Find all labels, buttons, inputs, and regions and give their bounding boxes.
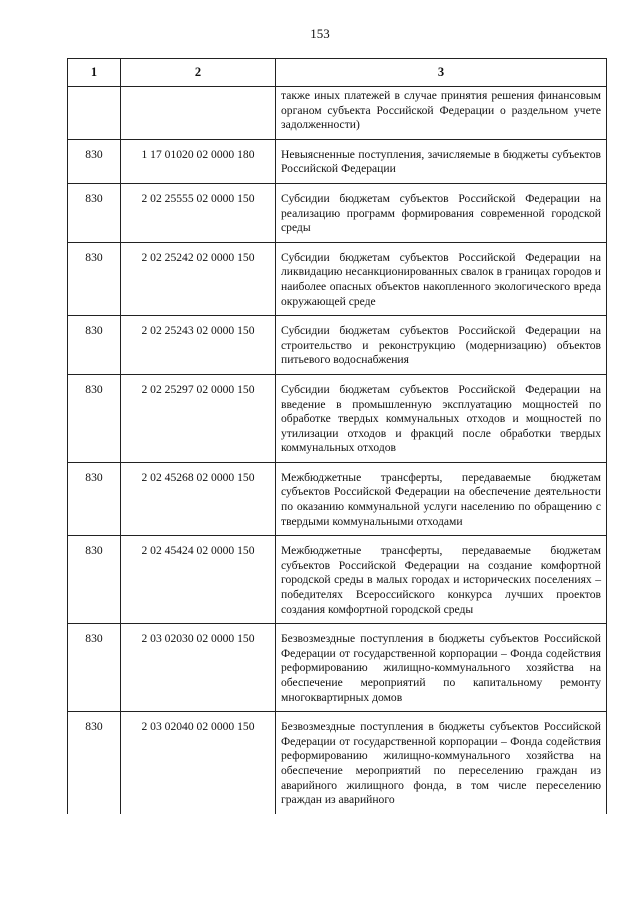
admin-code-cell: 830 [68, 374, 121, 462]
admin-code-cell: 830 [68, 316, 121, 375]
table-row [68, 316, 607, 375]
column-header-2: 2 [121, 59, 276, 87]
revenue-name-cell: Субсидии бюджетам субъектов Российской Федерации на реализацию программ формирования современной городской среды [276, 183, 607, 242]
revenue-classification-table [67, 58, 607, 814]
budget-code-cell: 2 02 25242 02 0000 150 [121, 242, 276, 315]
revenue-name-cell: также иных платежей в случае принятия решения финансовым органом субъекта Российской Федерации о раздельном учете задолженности) [276, 87, 607, 140]
admin-code-cell: 830 [68, 242, 121, 315]
admin-code-cell [68, 87, 121, 140]
table-row [68, 374, 607, 462]
table-row [68, 712, 607, 814]
table-header-row [68, 59, 607, 87]
page-number: 153 [310, 26, 330, 41]
table-row [68, 536, 607, 624]
table-row [68, 87, 607, 140]
table-row [68, 242, 607, 315]
revenue-name-cell: Межбюджетные трансферты, передаваемые бюджетам субъектов Российской Федерации на создание комфортной городской среды в малых городах и исторических поселениях – победителях Всероссийского конкурса лучших проектов создания комфортной городской среды [276, 536, 607, 624]
revenue-name-cell: Межбюджетные трансферты, передаваемые бюджетам субъектов Российской Федерации на обеспечение деятельности по оказанию коммунальной услуги населению по обращению с твердыми коммунальными отходами [276, 462, 607, 535]
budget-code-cell [121, 87, 276, 140]
table-row [68, 183, 607, 242]
table-row [68, 462, 607, 535]
revenue-name-cell: Безвозмездные поступления в бюджеты субъектов Российской Федерации от государственной корпорации – Фонда содействия реформированию жилищно-коммунального хозяйства на обеспечение мероприятий по переселению граждан из аварийного жилищного фонда, в том числе переселению граждан из аварийного [276, 712, 607, 814]
budget-code-cell: 2 02 45424 02 0000 150 [121, 536, 276, 624]
column-header-1: 1 [68, 59, 121, 87]
budget-code-cell: 1 17 01020 02 0000 180 [121, 139, 276, 183]
table-row [68, 139, 607, 183]
budget-code-cell: 2 02 45268 02 0000 150 [121, 462, 276, 535]
admin-code-cell: 830 [68, 462, 121, 535]
admin-code-cell: 830 [68, 712, 121, 814]
revenue-name-cell: Субсидии бюджетам субъектов Российской Федерации на ликвидацию несанкционированных свалок в границах городов и наиболее опасных объектов накопленного экологического вреда окружающей среде [276, 242, 607, 315]
table-row [68, 624, 607, 712]
admin-code-cell: 830 [68, 183, 121, 242]
admin-code-cell: 830 [68, 139, 121, 183]
budget-code-cell: 2 03 02040 02 0000 150 [121, 712, 276, 814]
revenue-name-cell: Субсидии бюджетам субъектов Российской Федерации на строительство и реконструкцию (модернизацию) объектов питьевого водоснабжения [276, 316, 607, 375]
revenue-name-cell: Безвозмездные поступления в бюджеты субъектов Российской Федерации от государственной корпорации – Фонда содействия реформированию жилищно-коммунального хозяйства на обеспечение мероприятий по капитальному ремонту многоквартирных домов [276, 624, 607, 712]
budget-code-cell: 2 03 02030 02 0000 150 [121, 624, 276, 712]
revenue-name-cell: Субсидии бюджетам субъектов Российской Федерации на введение в промышленную эксплуатацию мощностей по обработке твердых коммунальных отходов и мощностей по утилизации отходов и фракций после обработки твердых коммунальных отходов [276, 374, 607, 462]
budget-code-cell: 2 02 25297 02 0000 150 [121, 374, 276, 462]
column-header-3: 3 [276, 59, 607, 87]
budget-code-cell: 2 02 25555 02 0000 150 [121, 183, 276, 242]
revenue-name-cell: Невыясненные поступления, зачисляемые в бюджеты субъектов Российской Федерации [276, 139, 607, 183]
admin-code-cell: 830 [68, 536, 121, 624]
budget-code-cell: 2 02 25243 02 0000 150 [121, 316, 276, 375]
admin-code-cell: 830 [68, 624, 121, 712]
